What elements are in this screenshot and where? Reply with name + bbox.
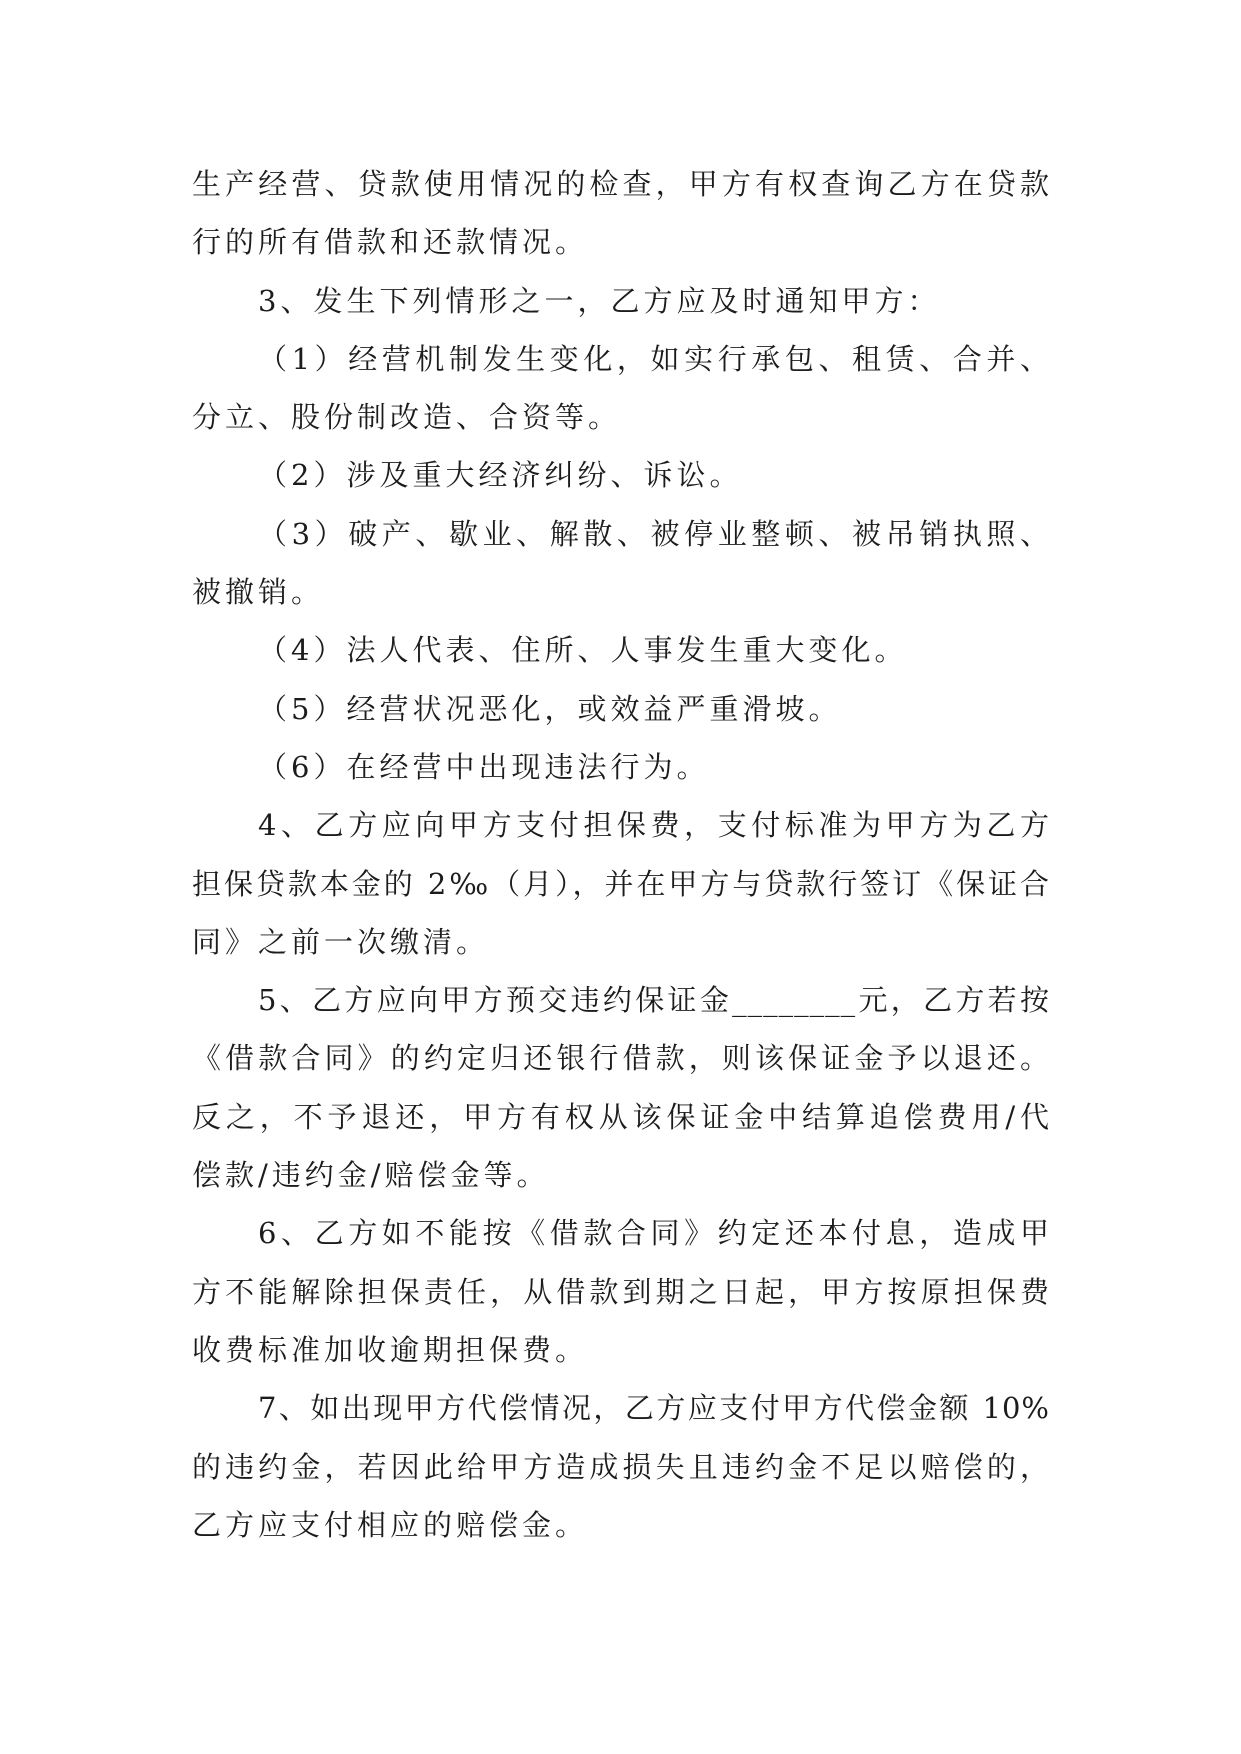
paragraph-line: （1）经营机制发生变化，如实行承包、租赁、合并、 (258, 341, 1050, 376)
clause-3-item-2 (192, 446, 1050, 504)
paragraph-line: 同》之前一次缴清。 (192, 924, 490, 959)
paragraph-line: （5）经营状况恶化，或效益严重滑坡。 (258, 691, 842, 726)
paragraph-line: 乙方应支付相应的赔偿金。 (192, 1507, 589, 1542)
paragraph-line: 方不能解除担保责任，从借款到期之日起，甲方按原担保费 (192, 1274, 1050, 1309)
paragraph-line: 5、乙方应向甲方预交违约保证金________元，乙方若按 (258, 983, 1050, 1018)
clause-4 (192, 796, 1050, 971)
clause-3-item-3 (192, 505, 1050, 622)
clause-7 (192, 1379, 1050, 1554)
clause-6 (192, 1204, 1050, 1379)
paragraph-line: 行的所有借款和还款情况。 (192, 225, 589, 260)
paragraph-line: 《借款合同》的约定归还银行借款，则该保证金予以退还。 (192, 1041, 1050, 1076)
paragraph-line: 被撤销。 (192, 575, 325, 610)
paragraph-line: 7、如出现甲方代偿情况，乙方应支付甲方代偿金额 10% (258, 1391, 1050, 1426)
paragraph-line: （6）在经营中出现违法行为。 (258, 749, 710, 784)
paragraph-line: 担保贷款本金的 2‰（月），并在甲方与贷款行签订《保证合 (192, 866, 1050, 901)
document-body (192, 155, 1050, 1554)
clause-3-item-6 (192, 738, 1050, 796)
paragraph-line: （4）法人代表、住所、人事发生重大变化。 (258, 633, 908, 668)
clause-3-item-5 (192, 680, 1050, 738)
paragraph-line: 生产经营、贷款使用情况的检查，甲方有权查询乙方在贷款 (192, 167, 1050, 201)
paragraph-line: 收费标准加收逾期担保费。 (192, 1332, 589, 1367)
paragraph-line: 分立、股份制改造、合资等。 (192, 400, 622, 435)
paragraph-line: 3、发生下列情形之一，乙方应及时通知甲方： (258, 283, 941, 318)
clause-3-item-1 (192, 330, 1050, 447)
clause-5 (192, 971, 1050, 1204)
paragraph-line: 的违约金，若因此给甲方造成损失且违约金不足以赔偿的， (192, 1449, 1050, 1484)
clause-3 (192, 272, 1050, 330)
paragraph-line: （2）涉及重大经济纠纷、诉讼。 (258, 458, 743, 493)
paragraph-line: 偿款/违约金/赔偿金等。 (192, 1158, 550, 1193)
paragraph-inspection-continued (192, 155, 1050, 272)
paragraph-line: 反之，不予退还，甲方有权从该保证金中结算追偿费用/代 (192, 1099, 1050, 1134)
clause-3-item-4 (192, 621, 1050, 679)
paragraph-line: （3）破产、歇业、解散、被停业整顿、被吊销执照、 (258, 516, 1050, 551)
paragraph-line: 6、乙方如不能按《借款合同》约定还本付息，造成甲 (258, 1216, 1050, 1251)
paragraph-line: 4、乙方应向甲方支付担保费，支付标准为甲方为乙方 (258, 808, 1050, 843)
